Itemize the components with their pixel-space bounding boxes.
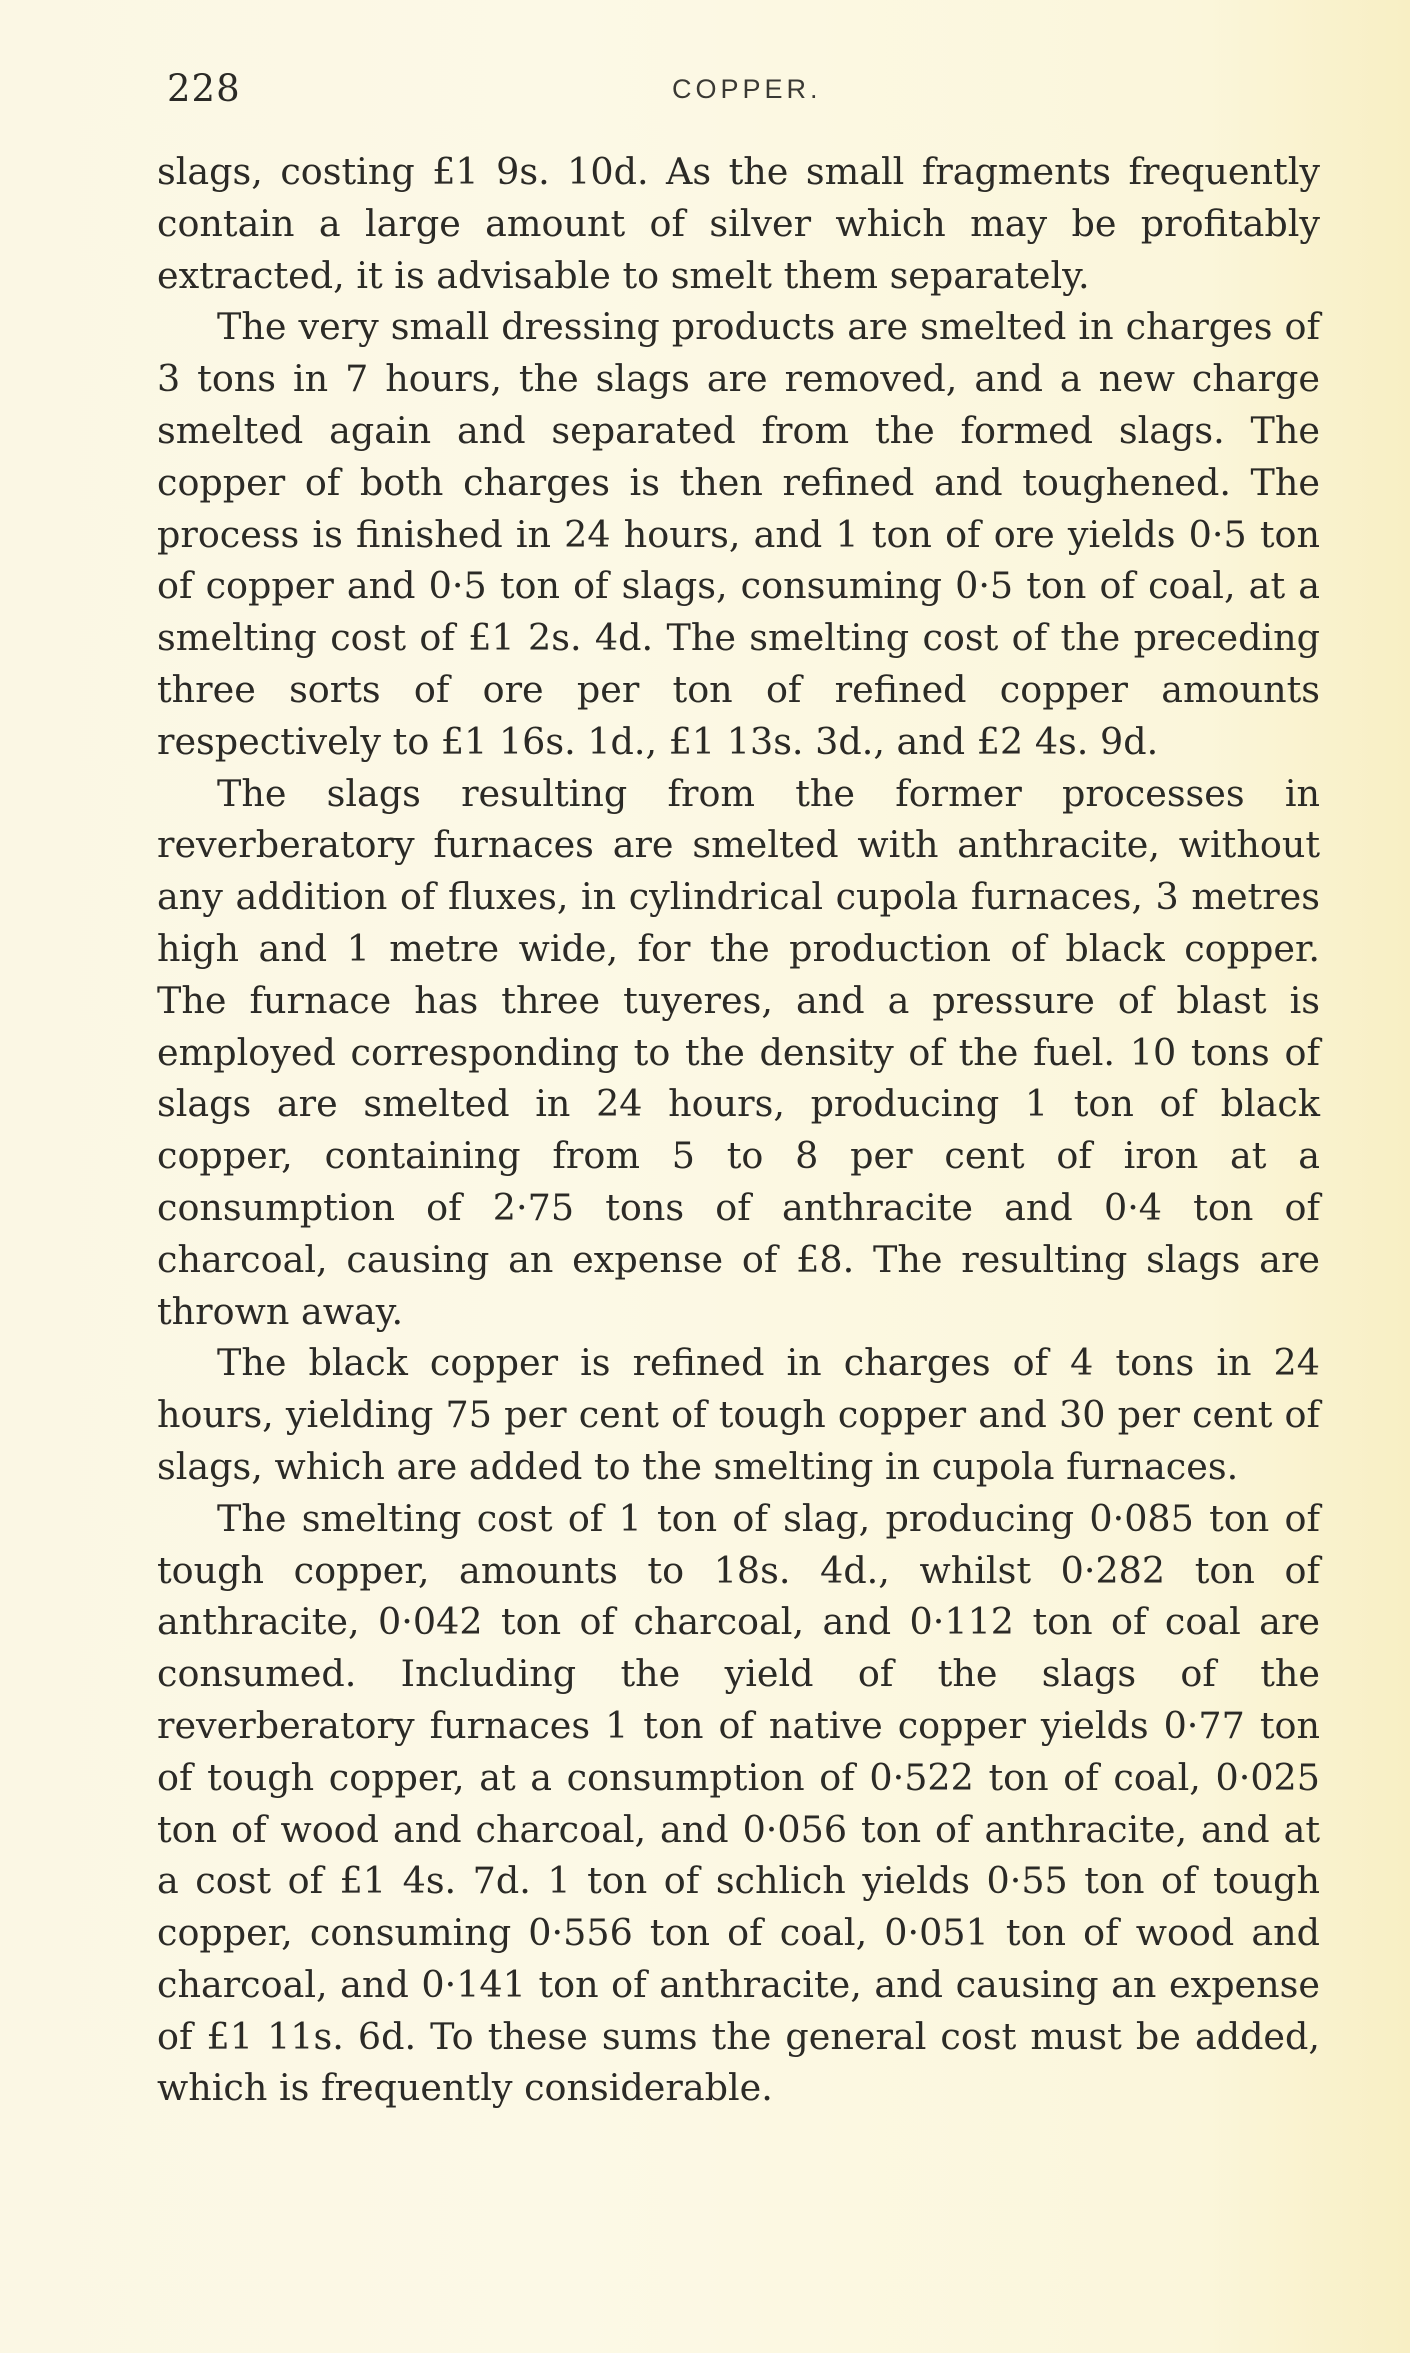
page-number: 228 xyxy=(167,67,241,110)
paragraph-slags-cupola: The slags resulting from the former processes in reverberatory furnaces are smelted with anthracite, without any addition of fluxes, in cylindrical cupola furnaces, 3 metres high and 1 metre wide, for the production of black copper. The furnace has three tuyeres, and a pressure of blast is employed corresponding to the density of the fuel. 10 tons of slags are smelted in 24 hours, producing 1 ton of black copper, containing from 5 to 8 per cent of iron at a consumption of 2·75 tons of anthracite and 0·4 ton of charcoal, causing an expense of £8. The resulting slags are thrown away. xyxy=(157,771,1320,1333)
paragraph-smelting-cost: The smelting cost of 1 ton of slag, producing 0·085 ton of tough copper, amounts to 18s. 4d., whilst 0·282 ton of anthracite, 0·042 ton of charcoal, and 0·112 ton of coal are consumed. Including the yield of the slags of the reverberatory furnaces 1 ton of native copper yields 0·77 ton of tough copper, at a consumption of 0·522 ton of coal, 0·025 ton of wood and charcoal, and 0·056 ton of anthracite, and at a cost of £1 4s. 7d. 1 ton of schlich yields 0·55 ton of tough copper, consuming 0·556 ton of coal, 0·051 ton of wood and charcoal, and 0·141 ton of anthracite, and causing an expense of £1 11s. 6d. To these sums the general cost must be added, which is frequently considerable. xyxy=(157,1496,1320,2110)
paragraph-continued: slags, costing £1 9s. 10d. As the small fragments frequently contain a large amount of silver which may be profitably extracted, it is advisable to smelt them separately. xyxy=(157,150,1320,297)
running-title: COPPER. xyxy=(672,74,822,104)
paragraph-dressing-products: The very small dressing products are smelted in charges of 3 tons in 7 hours, the slags are removed, and a new charge smelted again and separated from the formed slags. The copper of both charges is then refined and toughened. The process is finished in 24 hours, and 1 ton of ore yields 0·5 ton of copper and 0·5 ton of slags, consuming 0·5 ton of coal, at a smelting cost of £1 2s. 4d. The smelting cost of the preceding three sorts of ore per ton of refined copper amounts respectively to £1 16s. 1d., £1 13s. 3d., and £2 4s. 9d. xyxy=(157,305,1320,763)
running-head xyxy=(157,62,1317,122)
body-text xyxy=(157,146,1320,2114)
paragraph-black-copper: The black copper is refined in charges of 4 tons in 24 hours, yielding 75 per cent of tough copper and 30 per cent of slags, which are added to the smelting in cupola furnaces. xyxy=(157,1341,1320,1488)
